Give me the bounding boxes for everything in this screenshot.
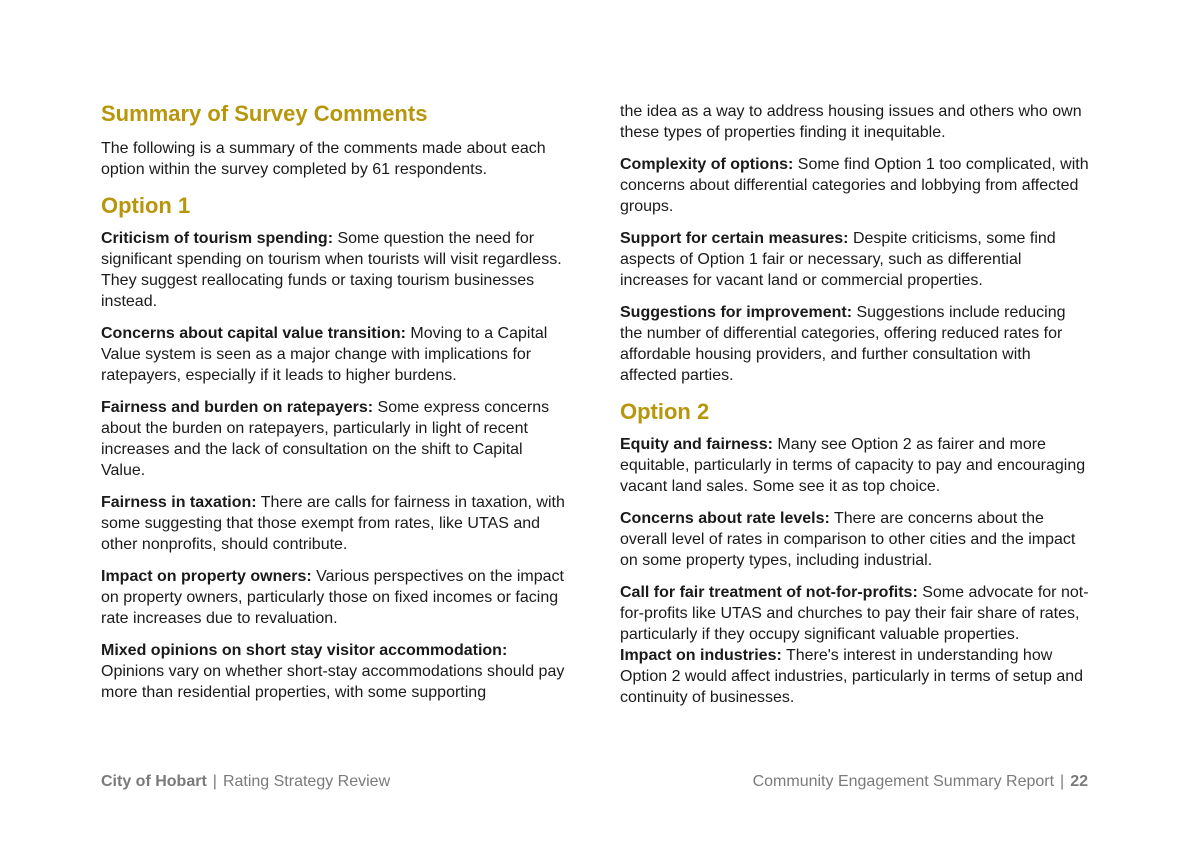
option-2-heading: Option 2 (620, 399, 710, 424)
comment-heading: Fairness in taxation: (101, 494, 257, 511)
comment-text: Many see Option 2 as fairer and more equitable, particularly in terms of capacity to pay and encouraging vacant land sales. Some see it as top choice. (620, 436, 1086, 495)
comment-text: Suggestions include reducing the number of differential categories, offering reduced rates for affordable housing providers, and further consultation with affected parties. (620, 304, 1066, 384)
comment-heading: Impact on property owners: (101, 568, 312, 585)
left-column (101, 100, 571, 714)
comment-text: Despite criticisms, some find aspects of Option 1 fair or necessary, such as differential increases for vacant land or commercial properties. (620, 230, 1056, 289)
right-column (620, 101, 1090, 719)
comment-text: There's interest in understanding how Option 2 would affect industries, particularly in terms of setup and continuity of businesses. (620, 647, 1084, 706)
comment-heading: Support for certain measures: (620, 230, 849, 247)
comment-paragraph (620, 645, 1090, 708)
comment-heading: Call for fair treatment of not-for-profits: (620, 584, 918, 601)
comment-text: Some advocate for not-for-profits like UTAS and churches to pay their fair share of rates, particularly if they occupy significant valuable properties. (620, 584, 1089, 643)
comment-paragraph (101, 323, 571, 386)
comment-paragraph (101, 397, 571, 481)
comment-paragraph (620, 154, 1090, 217)
footer-right (753, 771, 1088, 792)
comment-paragraph (101, 228, 571, 312)
option-1-heading: Option 1 (101, 193, 191, 218)
footer-separator: | (212, 773, 217, 790)
comment-paragraph (620, 434, 1090, 497)
intro-paragraph: The following is a summary of the comments made about each option within the survey completed by 61 respondents. (101, 140, 546, 178)
comment-heading: Suggestions for improvement: (620, 304, 853, 321)
comment-paragraph (101, 640, 571, 703)
footer-doc-title: Rating Strategy Review (222, 773, 391, 790)
footer-separator: | (1060, 773, 1065, 790)
comment-heading: Equity and fairness: (620, 436, 773, 453)
comment-heading: Fairness and burden on ratepayers: (101, 399, 374, 416)
footer-org: City of Hobart (101, 773, 207, 790)
comment-paragraph (101, 492, 571, 555)
comment-text: Moving to a Capital Value system is seen as a major change with implications for ratepayers, especially if it leads to higher burdens. (101, 325, 548, 384)
comment-heading: Concerns about rate levels: (620, 510, 830, 527)
comment-text: Some question the need for significant spending on tourism when tourists will visit regardless. They suggest reallocating funds or taxing tourism businesses instead. (101, 230, 562, 310)
comment-paragraph (620, 582, 1090, 645)
comment-text: There are calls for fairness in taxation, with some suggesting that those exempt from rates, like UTAS and other nonprofits, should contribute. (101, 494, 565, 553)
footer-report-title: Community Engagement Summary Report (752, 773, 1055, 790)
comment-heading: Complexity of options: (620, 156, 794, 173)
comment-heading: Mixed opinions on short stay visitor accommodation: (101, 642, 508, 659)
comment-text: Opinions vary on whether short-stay accommodations should pay more than residential properties, with some supporting (101, 663, 565, 701)
comment-paragraph (101, 566, 571, 629)
section-title: Summary of Survey Comments (101, 101, 428, 126)
comment-paragraph (620, 302, 1090, 386)
comment-heading: Impact on industries: (620, 647, 782, 664)
comment-text: Various perspectives on the impact on property owners, particularly those on fixed incomes or facing rate increases due to revaluation. (101, 568, 564, 627)
continuation-paragraph: the idea as a way to address housing issues and others who own these types of properties finding it inequitable. (620, 103, 1082, 141)
footer-left (101, 771, 390, 792)
comment-heading: Concerns about capital value transition: (101, 325, 406, 342)
comment-paragraph (620, 508, 1090, 571)
page-number: 22 (1070, 773, 1088, 790)
comment-paragraph (620, 228, 1090, 291)
comment-text: There are concerns about the overall level of rates in comparison to other cities and the impact on some property types, including industrial. (620, 510, 1076, 569)
comment-text: Some express concerns about the burden on ratepayers, particularly in light of recent increases and the lack of consultation on the shift to Capital Value. (101, 399, 550, 479)
comment-heading: Criticism of tourism spending: (101, 230, 334, 247)
comment-text: Some find Option 1 too complicated, with concerns about differential categories and lobbying from affected groups. (620, 156, 1089, 215)
